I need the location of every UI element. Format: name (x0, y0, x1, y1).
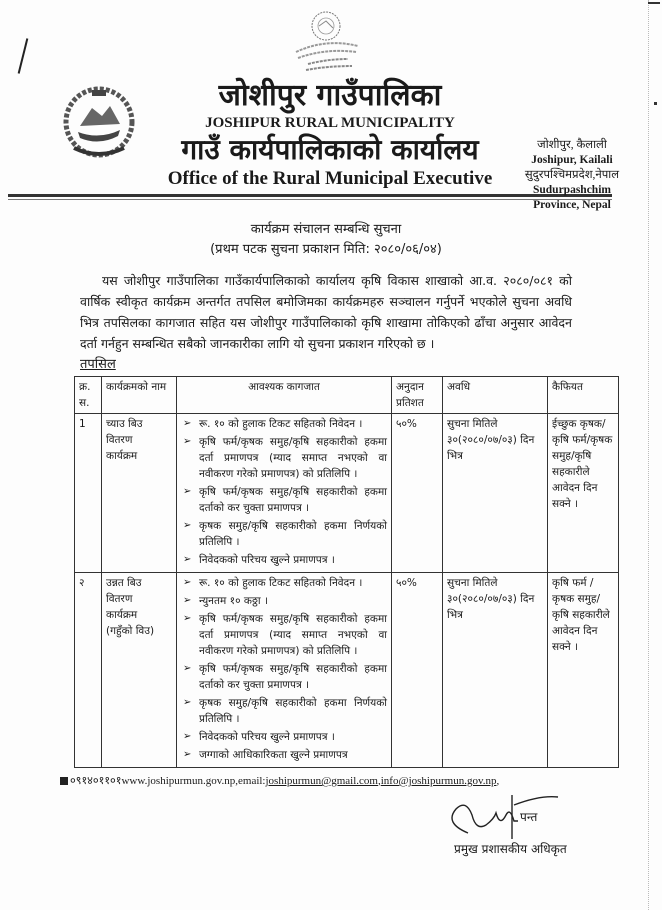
doc-text: कृषि फर्म/कृषक समुह/कृषि सहकारीको हकमा दर्ता प्रमाणपत्र (म्याद समाप्त नभएको वा नवीकरण गरेको प्रमाणपत्र) को प्रतिलिपि । (199, 436, 387, 480)
arrow-bullet-icon: ➢ (183, 749, 192, 760)
arrow-bullet-icon: ➢ (183, 731, 192, 742)
notice-title: कार्यक्रम संचालन सम्बन्धि सुचना (250, 222, 402, 237)
doc-item (183, 593, 387, 609)
signatory-name: पन्त (520, 810, 538, 824)
doc-text: निवेदकको परिचय खुल्ने प्रमाणपत्र । (199, 554, 335, 566)
header-required-docs: आवश्यक कागजात (177, 377, 392, 414)
program-name-line: वितरण (106, 593, 133, 605)
notice-body: यस जोशीपुर गाउँपालिका गाउँकार्यपालिकाको कार्यालय कृषि विकास शाखाको आ.व. २०८०/०८१ को वार्षिक स्वीकृत कार्यक्रम अन्तर्गत तपसिल बमोजिमका कार्यक्रमहरु सञ्चालन गर्नुपर्ने भएकोले सुचना अवधि भित्र तपसिलका कागजात सहित यस जोशीपुर गाउँपालिकाको कृषि शाखामा तोकिएको ढाँचा अनुसार आवेदन दर्ता गर्नहुन सम्बन्धित सबैको जानकारीका लागि यो सुचना प्रकाशन गरिएको छ । (80, 273, 572, 351)
program-table (74, 376, 619, 768)
header-grant-percent: अनुदान प्रतिशत (392, 377, 443, 414)
edge-mark (648, 2, 660, 4)
doc-item (183, 575, 387, 591)
email-link-1[interactable]: joshipurmun@gmail.com (265, 775, 378, 787)
schedule-label: तपसिल (80, 357, 116, 372)
doc-text: रू. १० को हुलाक टिकट सहितको निवेदन । (199, 577, 363, 589)
doc-text: जग्गाको आधिकारिकता खुल्ने प्रमाणपत्र (199, 749, 348, 761)
edge-dot (654, 102, 657, 105)
office-name-en: Office of the Rural Municipal Executive (167, 168, 493, 189)
row-sn: 1 (75, 414, 102, 573)
notice-subtitle: (प्रथम पटक सुचना प्रकाशन मिति: २०८०/०६/०४) (210, 242, 442, 257)
arrow-bullet-icon: ➢ (183, 613, 192, 624)
program-name-line: (गहुँको विउ) (106, 625, 155, 637)
row-required-docs (177, 573, 392, 768)
contact-footer (60, 774, 630, 789)
row-grant-percent: ५०% (392, 573, 443, 768)
arrow-bullet-icon: ➢ (183, 554, 192, 565)
doc-item (183, 747, 387, 763)
municipality-name-np: जोशीपुर गाउँपालिका (218, 78, 442, 113)
program-name-line: च्याउ बिउ (106, 418, 143, 430)
row-program-name (102, 414, 177, 573)
arrow-bullet-icon: ➢ (183, 697, 192, 708)
arrow-bullet-icon: ➢ (183, 577, 192, 588)
doc-text: कृषक समुह/कृषि सहकारीको हकमा निर्णयको प्रतिलिपि । (199, 697, 387, 725)
row-program-name (102, 573, 177, 768)
doc-text: कृषक समुह/कृषि सहकारीको हकमा निर्णयको प्रतिलिपि । (199, 520, 387, 548)
program-name-line: वितरण (106, 434, 133, 446)
page-edge (648, 0, 650, 910)
doc-item (183, 552, 387, 568)
row-remarks: कृषि फर्म /कृषक समुह/कृषि सहकारीले आवेदन दिन सक्ने । (548, 573, 619, 768)
address-line: Joshipur, Kailali (531, 154, 613, 166)
doc-text: न्युनतम १० कठ्ठा । (199, 595, 268, 607)
email-link-2[interactable]: info@joshipurmun.gov.np (380, 775, 497, 787)
doc-text: कृषि फर्म/कृषक समुह/कृषि सहकारीको हकमा दर्ताको कर चुक्ता प्रमाणपत्र । (199, 663, 387, 691)
arrow-bullet-icon: ➢ (183, 418, 192, 429)
doc-item (183, 434, 387, 482)
row-sn: २ (75, 573, 102, 768)
program-name-line: कार्यक्रम (106, 609, 138, 621)
header-sn: क्र. स. (75, 377, 102, 414)
row-required-docs (177, 414, 392, 573)
arrow-bullet-icon: ➢ (183, 436, 192, 447)
row-grant-percent: ५०% (392, 414, 443, 573)
arrow-bullet-icon: ➢ (183, 486, 192, 497)
table-row (75, 573, 619, 768)
phone-icon (60, 777, 68, 785)
doc-text: कृषि फर्म/कृषक समुह/कृषि सहकारीको हकमा दर्ता प्रमाणपत्र (म्याद समाप्त नभएको वा नवीकरण गरेको प्रमाणपत्र) को प्रतिलिपि । (199, 613, 387, 657)
address-line: सुदुरपश्चिमप्रदेश,नेपाल (524, 169, 620, 181)
header-program-name: कार्यक्रमको नाम (102, 377, 177, 414)
separator: , (377, 775, 381, 787)
doc-text: निवेदकको परिचय खुल्ने प्रमाणपत्र । (199, 731, 335, 743)
docs-list (181, 416, 387, 568)
phone-number: ०९१४०११०१ (70, 775, 122, 787)
program-name-line: उन्नत बिउ (106, 577, 142, 589)
program-name-line: कार्यक्रम (106, 450, 138, 462)
doc-item (183, 518, 387, 550)
arrow-bullet-icon: ➢ (183, 663, 192, 674)
docs-list (181, 575, 387, 763)
table-row (75, 414, 619, 573)
address-block (522, 138, 622, 213)
trailing-comma: , (496, 775, 500, 787)
signature-block (440, 793, 640, 865)
doc-text: रू. १० को हुलाक टिकट सहितको निवेदन । (199, 418, 363, 430)
header-remarks: कैफियत (548, 377, 619, 414)
row-duration: सुचना मितिले ३०(२०८०/०७/०३) दिन भित्र (443, 573, 548, 768)
doc-text: कृषि फर्म/कृषक समुह/कृषि सहकारीको हकमा दर्ताको कर चुक्ता प्रमाणपत्र । (199, 486, 387, 514)
header-duration: अवधि (443, 377, 548, 414)
pen-mark (18, 38, 29, 73)
municipality-name-en: JOSHIPUR RURAL MUNICIPALITY (205, 115, 455, 131)
row-duration: सुचना मितिले ३०(२०८०/०७/०३) दिन भित्र (443, 414, 548, 573)
arrow-bullet-icon: ➢ (183, 520, 192, 531)
nepal-emblem (62, 86, 136, 162)
signatory-designation: प्रमुख प्रशासकीय अधिकृत (454, 842, 567, 856)
doc-item (183, 416, 387, 432)
doc-item (183, 661, 387, 693)
doc-item (183, 611, 387, 659)
doc-item (183, 729, 387, 745)
notice-section (80, 220, 572, 374)
doc-item (183, 484, 387, 516)
address-line: Sudurpashchim (533, 184, 611, 196)
arrow-bullet-icon: ➢ (183, 595, 192, 606)
website-link[interactable]: www.joshipurmun.gov.np,email: (121, 775, 266, 787)
table-header-row (75, 377, 619, 414)
row-remarks: ईच्छुक कृषक/कृषि फर्म/कृषक समुह/कृषि सहकारीले आवेदन दिन सक्ने । (548, 414, 619, 573)
doc-item (183, 695, 387, 727)
address-line: Province, Nepal (533, 199, 611, 211)
office-name-np: गाउँ कार्यपालिकाको कार्यालय (181, 133, 479, 166)
address-line: जोशीपुर, कैलाली (537, 139, 607, 151)
letterhead (140, 0, 520, 190)
